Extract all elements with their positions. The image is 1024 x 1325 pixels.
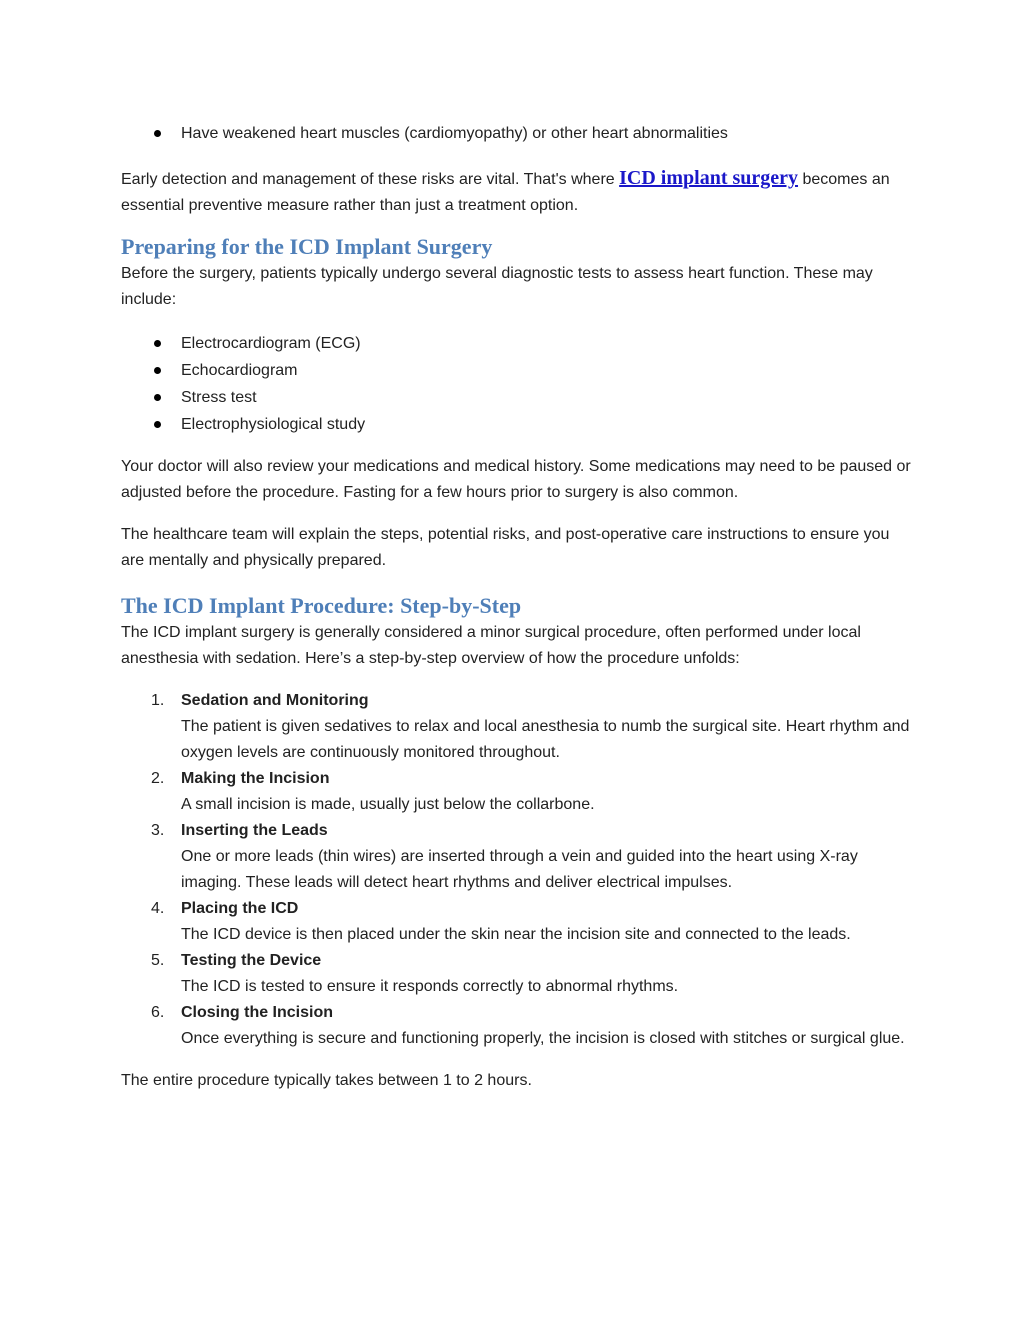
list-item [121,948,911,1000]
step-title: Closing the Incision [181,1004,334,1021]
section-lead: Before the surgery, patients typically undergo several diagnostic tests to assess heart function. These may include: [121,265,873,308]
bullet-icon [154,340,161,347]
bullet-icon [154,130,161,137]
procedure-steps-list [121,688,911,1052]
icd-implant-surgery-link[interactable]: ICD implant surgery [619,167,799,189]
step-number: 2. [151,770,165,787]
list-item-text: Stress test [181,389,257,406]
document-page [121,120,911,1094]
step-title: Testing the Device [181,952,322,969]
list-item [121,330,911,357]
step-description: One or more leads (thin wires) are inserted through a vein and guided into the heart using X-ray imaging. These leads will detect heart rhythms and deliver electrical impulses. [181,848,858,891]
intro-text-after: becomes an essential preventive measure rather than just a treatment option. [121,171,890,214]
diagnostic-tests-list [121,330,911,438]
list-item [121,120,911,147]
list-item-text: Have weakened heart muscles (cardiomyopathy) or other heart abnormalities [181,125,728,142]
list-item-text: Echocardiogram [181,362,298,379]
list-item [121,896,911,948]
step-title: Sedation and Monitoring [181,692,369,709]
step-title: Inserting the Leads [181,822,328,839]
list-item [121,411,911,438]
intro-paragraph [121,165,911,219]
step-description: A small incision is made, usually just below the collarbone. [181,796,595,813]
list-item-text: Electrocardiogram (ECG) [181,335,361,352]
step-number: 5. [151,952,165,969]
list-item [121,357,911,384]
step-description: The patient is given sedatives to relax and local anesthesia to numb the surgical site. Heart rhythm and oxygen levels are continuously monitored throughout. [181,718,910,761]
healthcare-team-paragraph: The healthcare team will explain the steps, potential risks, and post-operative care instructions to ensure you are mentally and physically prepared. [121,526,890,569]
step-number: 4. [151,900,165,917]
section-heading-procedure: The ICD Implant Procedure: Step-by-Step [121,593,522,618]
list-item-text: Electrophysiological study [181,416,366,433]
list-item [121,1000,911,1052]
risk-bullet-list [121,120,911,147]
bullet-icon [154,394,161,401]
list-item [121,766,911,818]
medications-paragraph: Your doctor will also review your medications and medical history. Some medications may need to be paused or adjusted before the procedure. Fasting for a few hours prior to surgery is also common. [121,458,911,501]
section-heading-preparing: Preparing for the ICD Implant Surgery [121,234,493,259]
list-item [121,818,911,896]
step-description: The ICD device is then placed under the skin near the incision site and connected to the leads. [181,926,851,943]
section-lead: The ICD implant surgery is generally considered a minor surgical procedure, often performed under local anesthesia with sedation. Here’s a step-by-step overview of how the procedure unfolds: [121,624,861,667]
step-number: 6. [151,1004,165,1021]
closing-paragraph: The entire procedure typically takes between 1 to 2 hours. [121,1072,532,1089]
step-number: 1. [151,692,165,709]
intro-text-before: Early detection and management of these risks are vital. That's where [121,171,620,188]
step-title: Placing the ICD [181,900,299,917]
step-description: The ICD is tested to ensure it responds correctly to abnormal rhythms. [181,978,679,995]
step-number: 3. [151,822,165,839]
step-description: Once everything is secure and functioning properly, the incision is closed with stitches or surgical glue. [181,1030,905,1047]
bullet-icon [154,367,161,374]
list-item [121,384,911,411]
step-title: Making the Incision [181,770,330,787]
list-item [121,688,911,766]
bullet-icon [154,421,161,428]
